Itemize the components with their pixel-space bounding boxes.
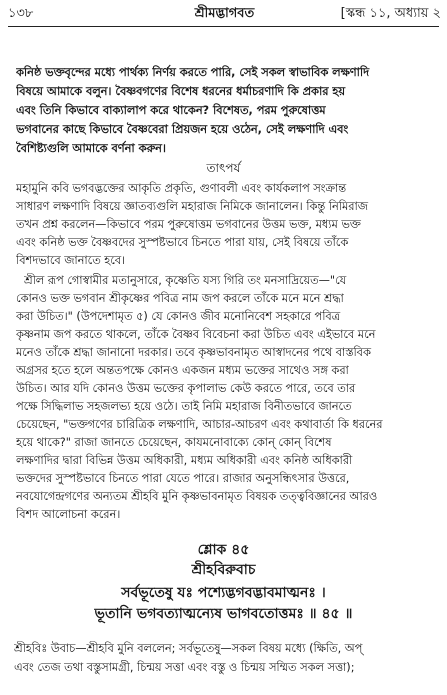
translation-line: বৈশিষ্ট্যগুলি আমাকে বর্ণনা করুন। bbox=[16, 142, 166, 155]
purport-line: পক্ষে সিদ্ধিলাভ সহজলভ্য হয়ে ওঠে। তাই নিমি মহারাজ বিনীতভাবে জানতে bbox=[16, 400, 352, 413]
page-number: ১৩৮ bbox=[8, 6, 34, 21]
synonyms-line: এবং তেজ তথা বস্তুসামগ্রী, চিন্ময় সত্তা এবং বস্তু ও চিন্ময় সম্মিত সকল সত্তা); bbox=[14, 661, 355, 674]
purport-line: অগ্রসর হতে হলে অন্ততপক্ষে কোনও একজন মধ্যম ভক্তের সাথেও সঙ্গ করা bbox=[16, 364, 349, 377]
purport-line: শ্রীল রূপ গোস্বামীর মতানুসারে, কৃষ্ণেতি যস্য গিরি তং মনসাদ্রিয়েত—"যে bbox=[24, 274, 347, 287]
translation-line: ভগবানের কাছে কিভাবে বৈষ্ণবেরা প্রিয়জন হয়ে ওঠেন, সেই লক্ষণাদি এবং bbox=[16, 123, 349, 136]
purport-line: মহামুনি কবি ভগবদ্ভক্তের আকৃতি প্রকৃতি, গুণাবলী এবং কার্যকলাপ সংক্রান্ত bbox=[16, 182, 347, 195]
verse-line: সর্বভূতেষু যঃ পশ্যেদ্ভগবদ্ভাবমাত্মনঃ । bbox=[121, 585, 326, 601]
purport-line: বিশদভাবে জানাতে হবে। bbox=[16, 254, 126, 267]
purport-line: লক্ষণাদির দ্বারা বিভিন্ন উত্তম অধিকারী, মধ্যম অধিকারী এবং কনিষ্ঠ অধিকারী bbox=[16, 454, 353, 467]
page-header bbox=[8, 4, 441, 26]
header-divider bbox=[8, 26, 439, 27]
purport-line: ভক্তদের সুস্পষ্টভাবে চিনতে পারা যেতে পারে। রাজার অনুসন্ধিৎসার উত্তরে, bbox=[16, 472, 350, 485]
translation-line: বিষয়ে আমাকে বলুন। বৈষ্ণবগণের বিশেষ ধরনের ধর্মাচরণাদি কি প্রকার হয় bbox=[16, 85, 345, 98]
verse-line: ভূতানি ভগবত্যাত্মন্যেষ ভাগবতোত্তমঃ ॥ ৪৫ ॥ bbox=[94, 606, 353, 622]
translation-line: কনিষ্ঠ ভক্তবৃন্দের মধ্যে পার্থক্য নির্ণয় করতে পারি, সেই সকল স্বাভাবিক লক্ষণাদি bbox=[16, 66, 370, 79]
purport-line: কোনও ভক্ত ভগবান শ্রীকৃষ্ণের পবিত্র নাম জপ করলে তাঁকে মনে মনে শ্রদ্ধা bbox=[16, 292, 344, 305]
purport-line: নবযোগেন্দ্রগণের অন্যতম শ্রীহবি মুনি কৃষ্ণভাবনামৃত বিষয়ক তত্ত্ববিজ্ঞানের আরও bbox=[16, 490, 378, 503]
purport-line: মনেও তাঁকে শ্রদ্ধা জানানো দরকার। তবে কৃষ্ণভাবনামৃত আস্বাদনের পথে বাস্তবিক bbox=[16, 346, 371, 359]
purport-line: তখন প্রশ্ন করলেন—কিভাবে পরম পুরুষোত্তম ভগবানের উত্তম ভক্ত, মধ্যম ভক্ত bbox=[16, 218, 361, 231]
synonyms-line: শ্রীহবিঃ উবাচ—শ্রীহবি মুনি বললেন; সর্বভূতেষু—সকল বিষয় মধ্যে (ক্ষিতি, অপ্ bbox=[14, 642, 363, 655]
purport-line: সাধারণ লক্ষণাদি বিষয়ে জ্ঞাতব্যগুলি মহারাজ নিমিকে জানালেন। কিন্তু নিমিরাজ bbox=[16, 200, 368, 213]
purport-line: এবং কনিষ্ঠ ভক্ত বৈষ্ণবদের সুস্পষ্টভাবে চিনতে পারা যায়, সেই বিষয়ে তাঁকে bbox=[16, 236, 349, 249]
canto-chapter-reference: [স্কন্ধ ১১, অধ্যায় ২ bbox=[340, 6, 441, 21]
book-title: শ্রীমদ্ভাগবত bbox=[194, 6, 255, 21]
purport-line: করা উচিত।" (উপদেশামৃত ৫) যে কোনও জীব মনোনিবেশ সহকারে পবিত্র bbox=[16, 310, 341, 323]
purport-line: হয়ে থাকে?" রাজা জানতে চেয়েছেন, কাযমনোবাক্যে কোন্ কোন্ বিশেষ bbox=[16, 436, 332, 449]
sloka-number: শ্লোক ৪৫ bbox=[197, 542, 250, 558]
purport-line: উচিত। আর যদি কোনও উত্তম ভক্তের কৃপালাভ কেউ করতে পারে, তবে তার bbox=[16, 382, 356, 395]
purport-line: চেয়েছেন, "ভক্তগণের চারিত্রিক লক্ষণাদি, আচার-আচরণ এবং কথাবার্তা কি ধরনের bbox=[16, 418, 383, 431]
translation-line: এবং তিনি কিভাবে বাক্যালাপ করে থাকেন? বিশেষত, পরম পুরুষোত্তম bbox=[16, 104, 326, 117]
purport-line: বিশদ আলোচনা করেন। bbox=[16, 508, 121, 521]
verse-speaker: শ্রীহবিরুবাচ bbox=[191, 562, 256, 578]
purport-line: কৃষ্ণনাম জপ করতে থাকলে, তাঁকে বৈষ্ণব বিবেচনা করা উচিত এবং এইভাবে মনে bbox=[16, 328, 376, 341]
purport-heading: তাৎপর্য bbox=[206, 161, 241, 175]
